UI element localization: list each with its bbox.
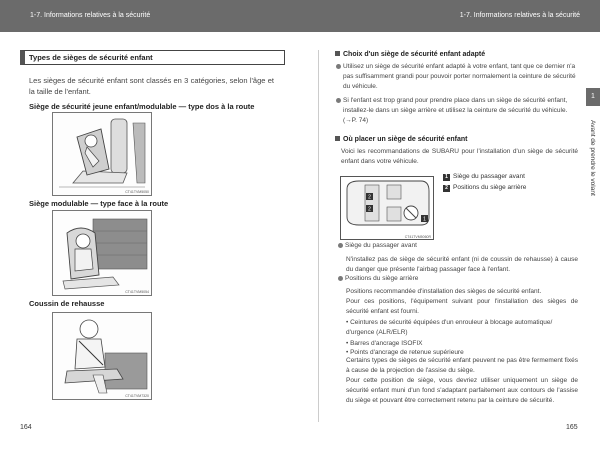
rear-text-3: Certains types de sièges de sécurité enfant peuvent ne pas être fermement fixés à cause de la projection de l'assise du siège. <box>346 357 578 374</box>
choose-bullet-1: Utilisez un siège de sécurité enfant adapté à votre enfant, tant que ce dernier n'a pas suffisamment grandi pour pouvoir porter normalement la ceinture de sécurité du véhicule. <box>343 62 578 92</box>
legend-item-2: 2 Positions du siège arrière <box>443 184 526 192</box>
intro-paragraph: Les sièges de sécurité enfant sont classés en 3 catégories, selon l'âge et la taille de l'enfant. <box>29 76 274 96</box>
where-seat-text: Voici les recommandations de SUBARU pour l'installation d'un siège de sécurité enfant dans votre véhicule. <box>341 148 578 165</box>
subsection-title-booster: Coussin de rehausse <box>29 299 105 308</box>
figure-code: CT41TVM5054 <box>125 290 149 294</box>
rear-list-item-1: • Ceintures de sécurité équipées d'un enrouleur à blocage automatique/ d'urgence (ALR/ELR) <box>346 319 553 336</box>
right-running-title: 1-7. Informations relatives à la sécurité <box>459 12 580 19</box>
chapter-tab: 1 <box>586 88 600 106</box>
figure-code: CT41TVM5060R <box>404 235 431 239</box>
chapter-side-label: Avant de prendre le volant <box>589 120 596 196</box>
rear-text-1: Positions recommandée d'installation des sièges de sécurité enfant. <box>346 288 542 295</box>
booster-cushion-illustration <box>53 313 151 399</box>
round-bullet-icon <box>336 64 341 69</box>
square-bullet-icon <box>335 51 340 56</box>
left-running-title: 1-7. Informations relatives à la sécurité <box>30 12 151 19</box>
subsection-title-forward-facing: Siège modulable — type face à la route <box>29 199 169 208</box>
page-divider <box>318 50 319 422</box>
page-number-left: 164 <box>20 424 32 431</box>
round-bullet-icon <box>336 98 341 103</box>
rear-text-4: Pour cette position de siège, vous devriez utiliser uniquement un siège de sécurité enfant muni d'un fond s'adaptant parfaitement aux contours de l'assise du siège et pouvant être correctement retenu par la ceinture de sécurité. <box>346 377 578 404</box>
legend-item-1: 1 Siège du passager avant <box>443 173 525 181</box>
figure-code: CT41TVM5050 <box>125 190 149 194</box>
rear-list-item-3: • Points d'ancrage de retenue supérieure <box>346 349 464 356</box>
vehicle-top-view-illustration <box>341 177 433 239</box>
svg-text:2: 2 <box>368 194 371 201</box>
figure-code: CT41TVM7320 <box>125 394 149 398</box>
rear-seat-heading: Positions du siège arrière <box>345 274 578 284</box>
choose-seat-heading: Choix d'un siège de sécurité enfant adapté <box>335 51 485 58</box>
square-bullet-icon <box>335 136 340 141</box>
left-page <box>20 50 288 97</box>
figure-booster-cushion <box>52 312 152 400</box>
svg-text:1: 1 <box>423 216 426 223</box>
vehicle-seat-diagram <box>340 176 434 240</box>
figure-forward-facing-seat <box>52 210 152 296</box>
where-seat-heading: Où placer un siège de sécurité enfant <box>335 136 467 143</box>
rear-text-2: Pour ces positions, l'équipement suivant pour l'installation des sièges de sécurité enfant est fourni. <box>346 298 578 315</box>
choose-bullet-2: Si l'enfant est trop grand pour prendre place dans un siège de sécurité enfant, installez-le dans un siège arrière et utilisez la ceinture de sécurité du véhicule. (→P. 74) <box>343 96 578 126</box>
page-number-right: 165 <box>566 424 578 431</box>
svg-text:2: 2 <box>368 206 371 213</box>
rear-facing-seat-illustration <box>53 113 151 195</box>
figure-rear-facing-seat <box>52 112 152 196</box>
round-bullet-icon <box>338 276 343 281</box>
front-seat-heading: Siège du passager avant <box>345 241 578 251</box>
page-header <box>0 0 600 32</box>
subsection-title-rear-facing: Siège de sécurité jeune enfant/modulable — type dos à la route <box>29 102 255 111</box>
front-seat-text: N'installez pas de siège de sécurité enfant (ni de coussin de rehausse) à cause du danger que présente l'airbag passager face à l'enfant. <box>346 256 578 273</box>
rear-list-item-2: • Barres d'ancrage ISOFIX <box>346 340 423 347</box>
round-bullet-icon <box>338 243 343 248</box>
forward-facing-seat-illustration <box>53 211 151 295</box>
section-title-box: Types de sièges de sécurité enfant <box>20 50 285 65</box>
